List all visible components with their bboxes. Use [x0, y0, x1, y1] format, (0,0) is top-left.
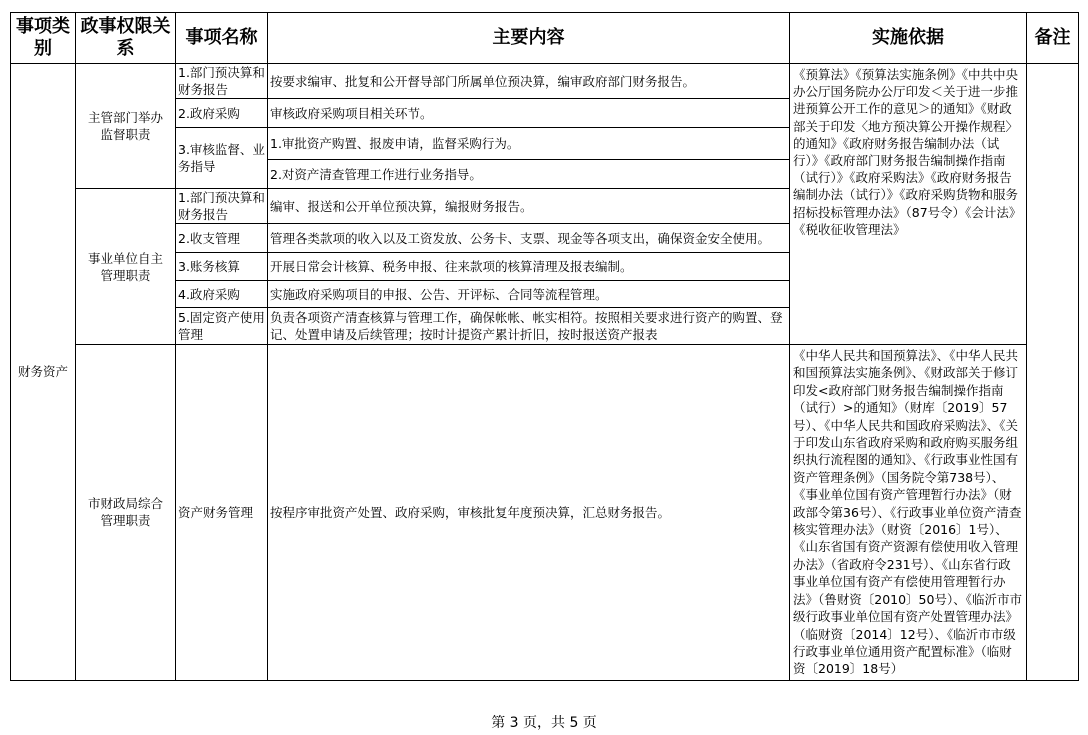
- content-cell: 1.审批资产购置、报废申请，监督采购行为。: [268, 128, 790, 160]
- header-remark: 备注: [1027, 13, 1079, 64]
- item-name-cell: 1.部门预决算和财务报告: [176, 189, 268, 224]
- content-cell: 审核政府采购项目相关环节。: [268, 99, 790, 128]
- header-category: 事项类别: [11, 13, 76, 64]
- item-name-cell: 5.固定资产使用管理: [176, 308, 268, 345]
- table-row: [11, 345, 1079, 681]
- basis-cell: 《预算法》《预算法实施条例》《中共中央办公厅国务院办公厅印发＜关于进一步推进预算公开工作的意见＞的通知》《财政部关于印发〈地方预决算公开操作规程〉的通知》《政府财务报告编制办法（试行）》《政府部门财务报告编制操作指南（试行）》《政府采购法》《政府财务报告编制办法（试行）》《政府采购货物和服务招标投标管理办法》（87号令）《会计法》《税收征收管理法》: [790, 64, 1027, 345]
- item-name-cell: 2.政府采购: [176, 99, 268, 128]
- content-cell: 编审、报送和公开单位预决算，编报财务报告。: [268, 189, 790, 224]
- basis-cell: 《中华人民共和国预算法》、《中华人民共和国预算法实施条例》、《财政部关于修订印发<政府部门财务报告编制操作指南（试行）>的通知》（财库〔2019〕57号）、《中华人民共和国政府采购法》、《关于印发山东省政府采购和政府购买服务组织执行流程图的通知》、《行政事业性国有资产管理条例》（国务院令第738号）、《事业单位国有资产管理暂行办法》（财政部令第36号）、《行政事业单位资产清查核实管理办法》（财资〔2016〕1号）、《山东省国有资产资源有偿使用收入管理办法》（省政府令231号）、《山东省行政事业单位国有资产有偿使用管理暂行办法》（鲁财资〔2010〕50号）、《临沂市市级行政事业单位国有资产处置管理办法》（临财资〔2014〕12号）、《临沂市市级行政事业单位通用资产配置标准》（临财资〔2019〕18号）: [790, 345, 1027, 681]
- item-name-cell: 4.政府采购: [176, 281, 268, 308]
- item-name-cell: 资产财务管理: [176, 345, 268, 681]
- header-item-name: 事项名称: [176, 13, 268, 64]
- content-cell: 开展日常会计核算、税务申报、往来款项的核算清理及报表编制。: [268, 253, 790, 281]
- header-row: [11, 13, 1079, 64]
- responsibility-table: [10, 12, 1079, 681]
- content-cell: 2.对资产清查管理工作进行业务指导。: [268, 160, 790, 189]
- content-cell: 管理各类款项的收入以及工资发放、公务卡、支票、现金等各项支出，确保资金安全使用。: [268, 224, 790, 253]
- header-content: 主要内容: [268, 13, 790, 64]
- content-cell: 负责各项资产清查核算与管理工作，确保帐帐、帐实相符。按照相关要求进行资产的购置、登记、处置申请及后续管理；按时计提资产累计折旧，按时报送资产报表: [268, 308, 790, 345]
- item-name-cell: 2.收支管理: [176, 224, 268, 253]
- header-basis: 实施依据: [790, 13, 1027, 64]
- authority-cell: 事业单位自主管理职责: [76, 189, 176, 345]
- category-cell: 财务资产: [11, 64, 76, 681]
- authority-cell: 市财政局综合管理职责: [76, 345, 176, 681]
- item-name-cell: 3.账务核算: [176, 253, 268, 281]
- table-row: [11, 64, 1079, 99]
- authority-cell: 主管部门举办监督职责: [76, 64, 176, 189]
- remark-cell: [1027, 64, 1079, 681]
- content-cell: 按要求编审、批复和公开督导部门所属单位预决算，编审政府部门财务报告。: [268, 64, 790, 99]
- header-authority: 政事权限关系: [76, 13, 176, 64]
- item-name-cell: 1.部门预决算和财务报告: [176, 64, 268, 99]
- page-footer: 第 3 页，共 5 页: [491, 715, 597, 731]
- content-cell: 按程序审批资产处置、政府采购，审核批复年度预决算，汇总财务报告。: [268, 345, 790, 681]
- content-cell: 实施政府采购项目的申报、公告、开评标、合同等流程管理。: [268, 281, 790, 308]
- item-name-cell: 3.审核监督、业务指导: [176, 128, 268, 189]
